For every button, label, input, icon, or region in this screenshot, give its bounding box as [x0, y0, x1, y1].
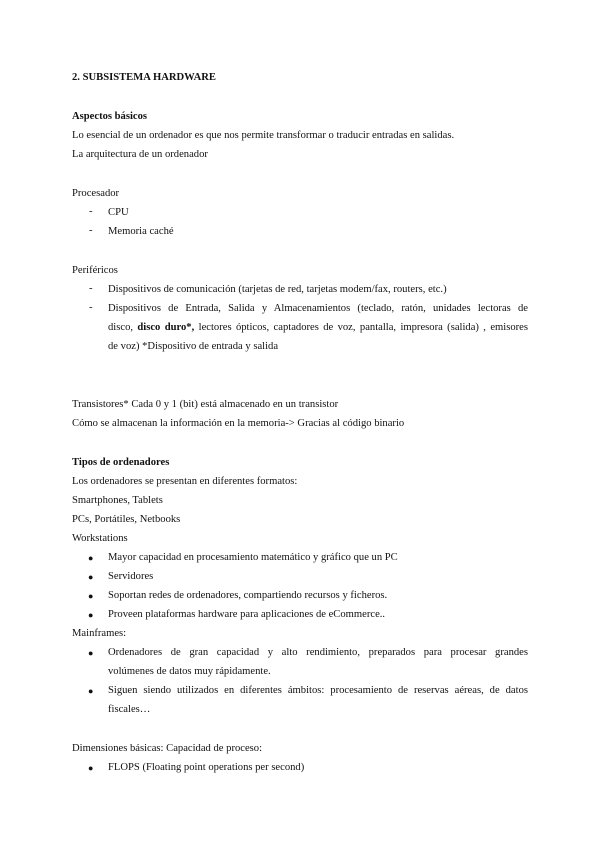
tipos-line-pcs: PCs, Portátiles, Netbooks	[72, 514, 181, 525]
workstation-item-2: Servidores	[108, 571, 154, 582]
tipos-heading: Tipos de ordenadores	[72, 457, 170, 468]
section-title: 2. SUBSISTEMA HARDWARE	[72, 72, 216, 83]
perifericos-heading: Periféricos	[72, 265, 118, 276]
bullet-marker: ●	[88, 686, 94, 696]
workstation-item-4: Proveen plataformas hardware para aplicaciones de eCommerce..	[108, 609, 386, 620]
dash-marker: -	[89, 302, 93, 313]
dimensiones-item-flops: FLOPS (Floating point operations per second)	[108, 762, 305, 773]
bullet-marker: ●	[88, 648, 94, 658]
perifericos-item-1: Dispositivos de comunicación (tarjetas de red, tarjetas modem/fax, routers, etc.)	[108, 284, 447, 295]
mainframe-item-1-line-1: Ordenadores de gran capacidad y alto rendimiento, preparados para procesar grandes	[108, 647, 528, 658]
dash-marker: -	[89, 283, 93, 294]
perifericos-item-2-line-1: Dispositivos de Entrada, Salida y Almacenamientos (teclado, ratón, unidades lectoras de	[108, 303, 528, 314]
mainframe-item-1-line-2: volúmenes de datos muy rápidamente.	[108, 666, 271, 677]
tipos-intro: Los ordenadores se presentan en diferentes formatos:	[72, 476, 298, 487]
mainframe-item-2-line-1: Siguen siendo utilizados en diferentes ámbitos: procesamiento de reservas aéreas, de datos	[108, 685, 528, 696]
procesador-item-cache: Memoria caché	[108, 226, 174, 237]
perifericos-item-2-line-2: disco, disco duro*, lectores ópticos, captadores de voz, pantalla, impresora (salida) , emisores	[108, 322, 528, 333]
tipos-line-smartphones: Smartphones, Tablets	[72, 495, 163, 506]
aspectos-heading: Aspectos básicos	[72, 111, 148, 122]
workstation-item-1: Mayor capacidad en procesamiento matemático y gráfico que un PC	[108, 552, 398, 563]
dimensiones-heading: Dimensiones básicas: Capacidad de proceso:	[72, 743, 263, 754]
tipos-line-workstations: Workstations	[72, 533, 128, 544]
mainframe-item-2-line-2: fiscales…	[108, 704, 151, 715]
workstation-item-3: Soportan redes de ordenadores, compartiendo recursos y ficheros.	[108, 590, 388, 601]
procesador-heading: Procesador	[72, 188, 120, 199]
mainframes-heading: Mainframes:	[72, 628, 127, 639]
transistores-line-2: Cómo se almacenan la información en la memoria-> Gracias al código binario	[72, 418, 405, 429]
dash-marker: -	[89, 206, 93, 217]
transistores-line-1: Transistores* Cada 0 y 1 (bit) está almacenado en un transistor	[72, 399, 339, 410]
bullet-marker: ●	[88, 763, 94, 773]
bullet-marker: ●	[88, 591, 94, 601]
bullet-marker: ●	[88, 572, 94, 582]
bullet-marker: ●	[88, 610, 94, 620]
aspectos-line-1: Lo esencial de un ordenador es que nos permite transformar o traducir entradas en salidas.	[72, 130, 455, 141]
perifericos-item-2-line-3: de voz) *Dispositivo de entrada y salida	[108, 341, 279, 352]
procesador-item-cpu: CPU	[108, 207, 129, 218]
dash-marker: -	[89, 225, 93, 236]
aspectos-line-2: La arquitectura de un ordenador	[72, 149, 208, 160]
bullet-marker: ●	[88, 553, 94, 563]
